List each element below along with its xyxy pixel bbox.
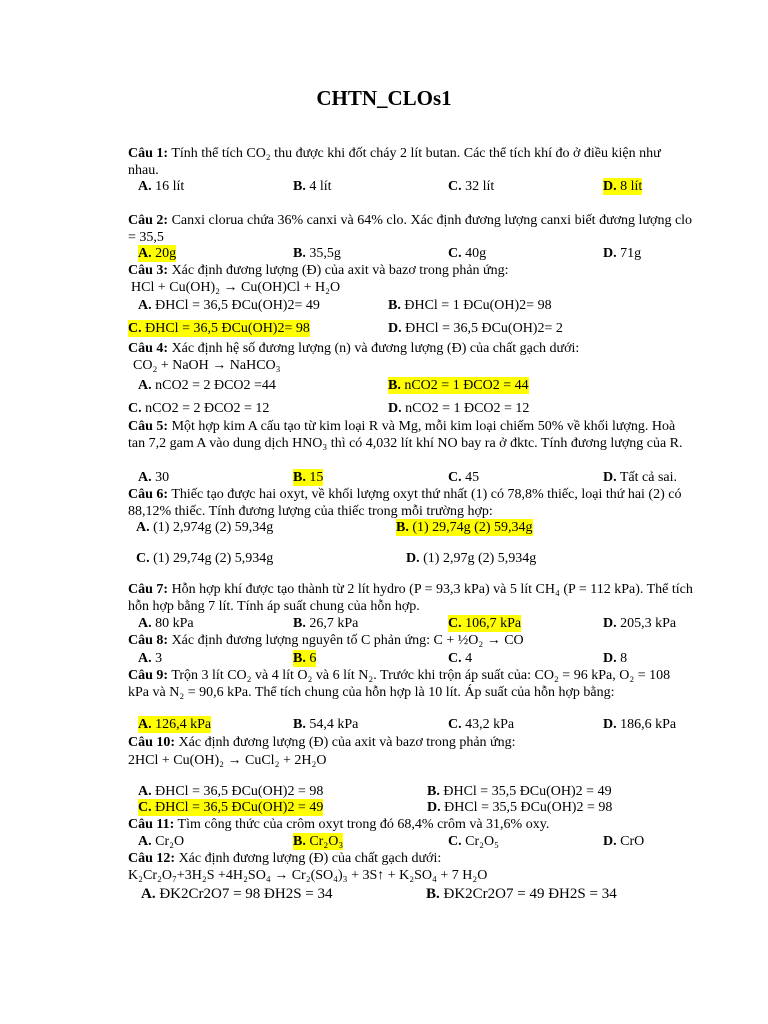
q4-reaction: CO₂ + NaOH → NaHCO₃ — [133, 358, 281, 373]
q3-option-c: C. ĐHCl = 36,5 ĐCu(OH)2= 98 — [128, 321, 310, 336]
question-label: Câu 7: — [128, 582, 169, 597]
q10-option-d: D. ĐHCl = 35,5 ĐCu(OH)2 = 98 — [427, 800, 613, 815]
question-text: Thiếc tạo được hai oxyt, về khối lượng oxyt thứ nhất (1) có 78,8% thiếc, loại thứ hai (2) có 88,12% thiếc. Tính đương lượng của thiếc trong mỗi trường hợp: — [128, 487, 682, 519]
q12-reaction: K₂Cr₂O₇+3H₂S +4H₂SO₄ → Cr₂(SO₄)₃ + 3S↑ + K₂SO₄ + 7 H₂O — [128, 868, 488, 883]
q1-option-b: B. 4 lít — [293, 179, 332, 194]
question-text: Xác định đương lượng (Đ) của axit và bazơ trong phản ứng: — [178, 735, 516, 750]
q4-option-a: A. nCO2 = 2 ĐCO2 =44 — [138, 378, 276, 393]
question-label: Câu 1: — [128, 146, 169, 161]
question-12 — [128, 850, 694, 867]
question-label: Câu 6: — [128, 487, 169, 502]
question-1 — [128, 145, 694, 179]
q4-option-b: B. nCO2 = 1 ĐCO2 = 44 — [388, 378, 529, 393]
q3-option-b: B. ĐHCl = 1 ĐCu(OH)2= 98 — [388, 298, 552, 313]
question-11 — [128, 816, 694, 833]
question-text: Xác định đương lượng (Đ) của chất gạch dưới: — [178, 851, 442, 866]
q7-option-a: A. 80 kPa — [138, 616, 194, 631]
q1-option-c: C. 32 lít — [448, 179, 495, 194]
q4-option-d: D. nCO2 = 1 ĐCO2 = 12 — [388, 401, 530, 416]
q7-option-d: D. 205,3 kPa — [603, 616, 677, 631]
question-text: Xác định hệ số đương lượng (n) và đương lượng (Đ) của chất gạch dưới: — [171, 341, 580, 356]
q10-option-b: B. ĐHCl = 35,5 ĐCu(OH)2 = 49 — [427, 784, 612, 799]
q3-option-a: A. ĐHCl = 36,5 ĐCu(OH)2= 49 — [138, 298, 320, 313]
q11-option-c: C. Cr₂O₅ — [448, 834, 499, 849]
page-title: CHTN_CLOs1 — [316, 86, 452, 110]
q12-option-a: A. ĐK2Cr2O7 = 98 ĐH2S = 34 — [141, 886, 333, 902]
question-label: Câu 5: — [128, 419, 169, 434]
question-label: Câu 2: — [128, 213, 169, 228]
q9-option-c: C. 43,2 kPa — [448, 717, 515, 732]
question-6 — [128, 486, 694, 520]
q11-option-d: D. CrO — [603, 834, 645, 849]
question-text: Một hợp kim A cấu tạo từ kim loại R và Mg, mỗi kim loại chiếm 50% về khối lượng. Hoà tan 7,2 gam A vào dung dịch HNO₃ thì có 4,032 lít khí NO bay ra ở đktc. Tính đương lượng của R. — [128, 419, 683, 451]
question-3 — [128, 262, 694, 279]
q6-option-a: A. (1) 2,974g (2) 59,34g — [136, 520, 274, 535]
question-4 — [128, 340, 694, 357]
question-text: Tính thể tích CO₂ thu được khi đốt cháy 2 lít butan. Các thể tích khí đo ở điều kiện như nhau. — [128, 146, 661, 178]
q5-option-a: A. 30 — [138, 470, 170, 485]
q8-option-a: A. 3 — [138, 651, 163, 666]
q8-option-b: B. 6 — [293, 651, 317, 666]
question-text: Canxi clorua chứa 36% canxi và 64% clo. Xác định đương lượng canxi biết đương lượng clo = 35,5 — [128, 213, 693, 245]
q5-option-c: C. 45 — [448, 470, 480, 485]
question-label: Câu 10: — [128, 735, 176, 750]
question-label: Câu 11: — [128, 817, 175, 832]
q6-option-c: C. (1) 29,74g (2) 5,934g — [136, 551, 274, 566]
question-7 — [128, 581, 694, 615]
question-label: Câu 12: — [128, 851, 176, 866]
question-text: Xác định đương lượng nguyên tố C phản ứng: C + ½O₂ → CO — [171, 633, 524, 648]
q8-option-d: D. 8 — [603, 651, 628, 666]
q8-option-c: C. 4 — [448, 651, 473, 666]
q6-option-b: B. (1) 29,74g (2) 59,34g — [396, 520, 533, 535]
q3-option-d: D. ĐHCl = 36,5 ĐCu(OH)2= 2 — [388, 321, 563, 336]
question-label: Câu 4: — [128, 341, 169, 356]
q10-option-c: C. ĐHCl = 36,5 ĐCu(OH)2 = 49 — [138, 800, 324, 815]
question-text: Trộn 3 lít CO₂ và 4 lít O₂ và 6 lít N₂. Trước khi trộn áp suất của: CO₂ = 96 kPa, O₂ = 108 kPa và N₂ = 90,6 kPa. Thể tích chung của hỗn hợp là 10 lít. Áp suất của hỗn hợp bằng: — [128, 668, 671, 700]
question-8 — [128, 632, 694, 649]
question-text: Hỗn hợp khí được tạo thành từ 2 lít hydro (P = 93,3 kPa) và 5 lít CH₄ (P = 112 kPa). Thể tích hỗn hợp bằng 7 lít. Tính áp suất chung của hỗn hợp. — [128, 582, 693, 614]
q10-reaction: 2HCl + Cu(OH)₂ → CuCl₂ + 2H₂O — [128, 753, 327, 768]
q3-reaction: HCl + Cu(OH)₂ → Cu(OH)Cl + H₂O — [131, 280, 341, 295]
q5-option-d: D. Tất cả sai. — [603, 470, 678, 485]
q1-option-d: D. 8 lít — [603, 179, 643, 194]
question-label: Câu 8: — [128, 633, 169, 648]
q6-option-d: D. (1) 2,97g (2) 5,934g — [406, 551, 537, 566]
question-label: Câu 3: — [128, 263, 169, 278]
q12-option-b: B. ĐK2Cr2O7 = 49 ĐH2S = 34 — [426, 886, 617, 902]
q5-option-b: B. 15 — [293, 470, 324, 485]
q7-option-b: B. 26,7 kPa — [293, 616, 359, 631]
q7-option-c: C. 106,7 kPa — [448, 616, 522, 631]
question-label: Câu 9: — [128, 668, 169, 683]
q2-option-b: B. 35,5g — [293, 246, 341, 261]
q11-option-b: B. Cr₂O₃ — [293, 834, 344, 849]
q2-option-c: C. 40g — [448, 246, 487, 261]
question-2 — [128, 212, 694, 246]
q11-option-a: A. Cr₂O — [138, 834, 185, 849]
question-5 — [128, 418, 694, 452]
question-text: Xác định đương lượng (Đ) của axit và bazơ trong phản ứng: — [171, 263, 509, 278]
question-10 — [128, 734, 694, 751]
q2-option-a: A. 20g — [138, 246, 177, 261]
q4-option-c: C. nCO2 = 2 ĐCO2 = 12 — [128, 401, 270, 416]
q9-option-a: A. 126,4 kPa — [138, 717, 212, 732]
q10-option-a: A. ĐHCl = 36,5 ĐCu(OH)2 = 98 — [138, 784, 324, 799]
q2-option-d: D. 71g — [603, 246, 642, 261]
q9-option-b: B. 54,4 kPa — [293, 717, 359, 732]
q9-option-d: D. 186,6 kPa — [603, 717, 677, 732]
q1-option-a: A. 16 lít — [138, 179, 185, 194]
question-9 — [128, 667, 694, 701]
question-text: Tìm công thức của crôm oxyt trong đó 68,4% crôm và 31,6% oxy. — [177, 817, 550, 832]
